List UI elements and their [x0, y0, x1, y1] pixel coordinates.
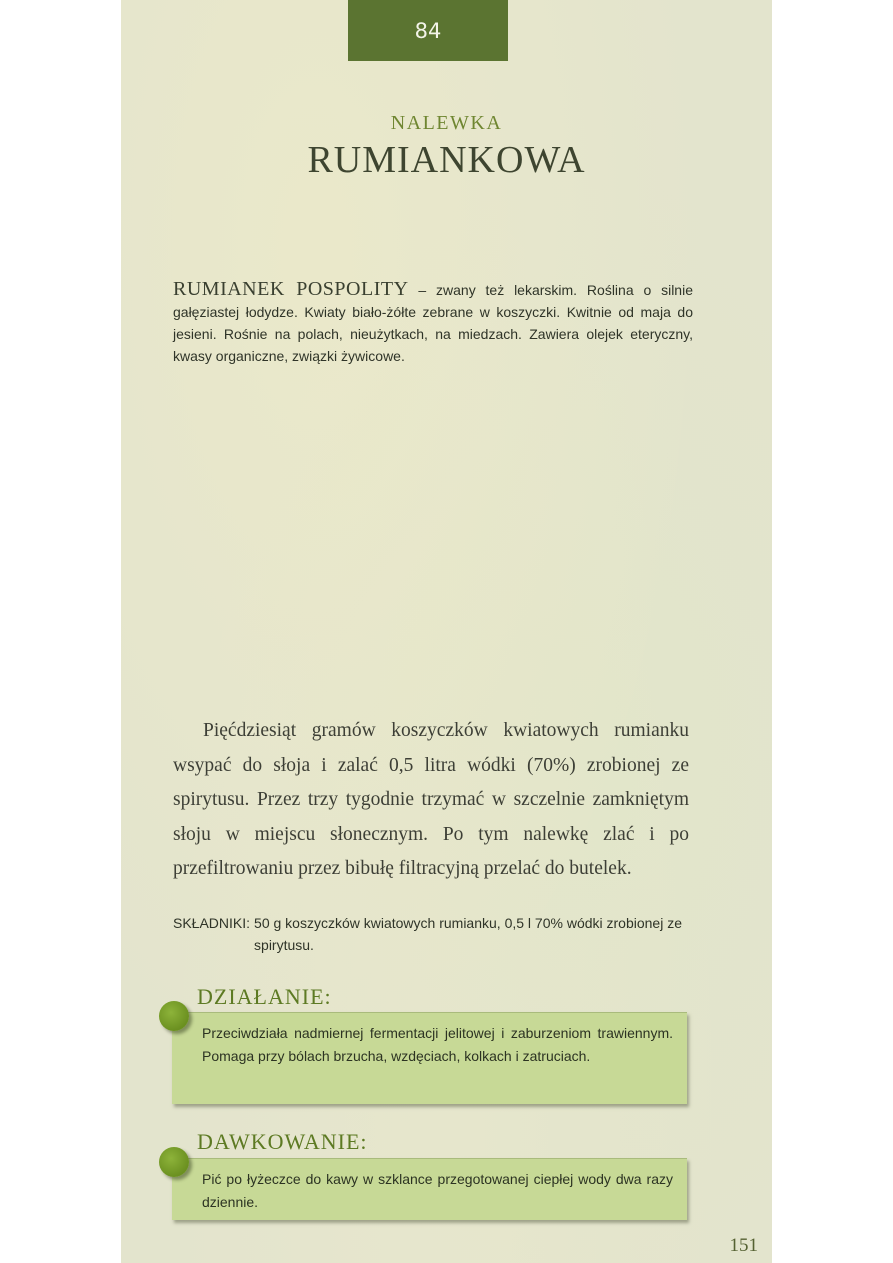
- dosage-heading: DAWKOWANIE:: [197, 1129, 368, 1154]
- dosage-text: Pić po łyżeczce do kawy w szklance przegotowanej ciepłej wody dwa razy dziennie.: [202, 1171, 673, 1210]
- chapter-number-tab: [348, 0, 508, 61]
- action-text: Przeciwdziała nadmiernej fermentacji jelitowej i zaburzeniom trawiennym. Pomaga przy bólach brzucha, wzdęciach, kolkach i zatruciach.: [202, 1025, 673, 1064]
- action-box: [172, 1012, 687, 1104]
- chapter-number: 84: [414, 18, 442, 43]
- plant-name: RUMIANEK POSPOLITY: [173, 278, 409, 300]
- dosage-box: [172, 1158, 687, 1220]
- book-page: [121, 0, 772, 1263]
- plant-description: [173, 278, 693, 367]
- ingredients: [173, 912, 703, 956]
- recipe-instructions: Pięćdziesiąt gramów koszyczków kwiatowych rumianku wsypać do słoja i zalać 0,5 litra wódki (70%) zrobionej ze spirytusu. Przez trzy tygodnie trzymać w szczelnie zamkniętym słoju w miejscu słonecznym. Po tym nalewkę zlać i po przefiltrowaniu przez bibułę filtracyjną przelać do butelek.: [173, 720, 689, 879]
- action-heading: DZIAŁANIE:: [197, 984, 332, 1009]
- page-number: 151: [729, 1235, 758, 1256]
- plant-description-text: – zwany też lekarskim. Roślina o silnie gałęziastej łodydze. Kwiaty biało-żółte zebrane w koszyczki. Kwitnie od maja do jesieni. Rośnie na polach, nieużytkach, na miedzach. Zawiera olejek eteryczny, kwasy organiczne, związki żywicowe.: [173, 282, 693, 364]
- ingredients-text: 50 g koszyczków kwiatowych rumianku, 0,5 l 70% wódki zrobionej ze spirytusu.: [254, 915, 683, 953]
- bullet-dot-icon: [159, 1147, 189, 1177]
- bullet-dot-icon: [159, 1001, 189, 1031]
- page-title: RUMIANKOWA: [307, 139, 586, 181]
- ingredients-label: SKŁADNIKI:: [173, 915, 251, 931]
- title-kicker: NALEWKA: [390, 112, 503, 134]
